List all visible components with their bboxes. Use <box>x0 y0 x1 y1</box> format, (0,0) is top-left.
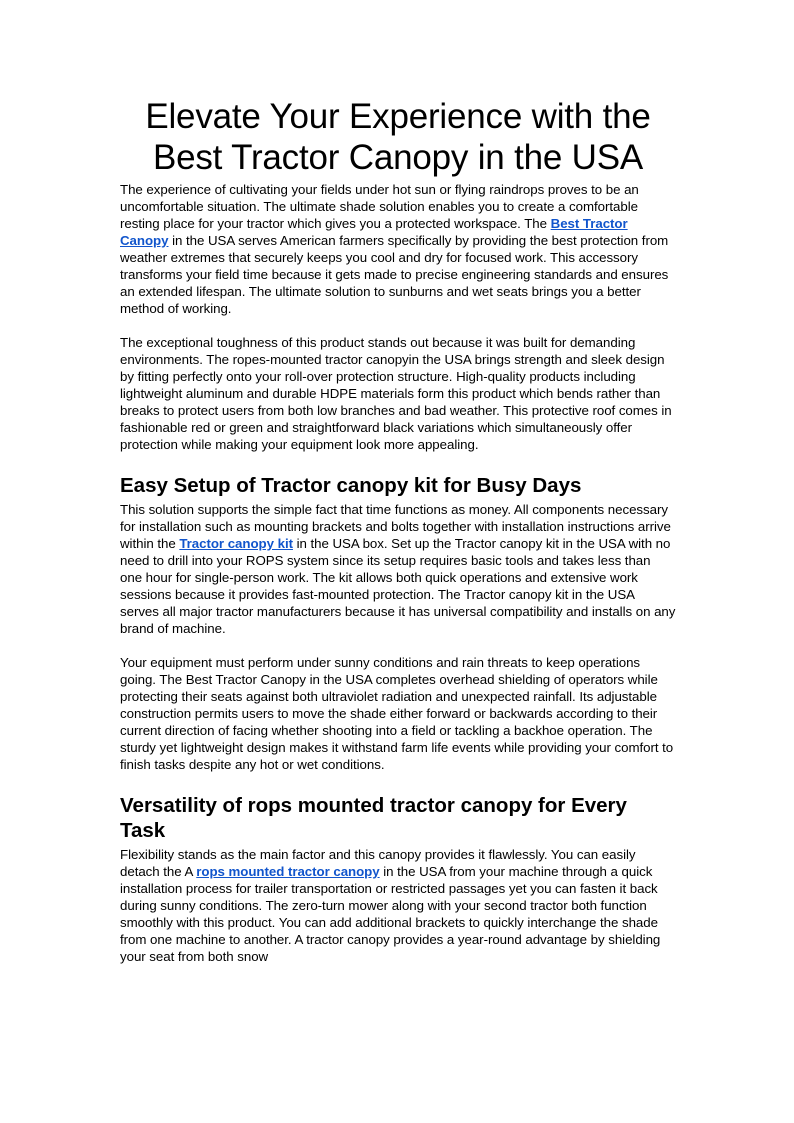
versatility-text-end: in the USA from your machine through a quick installation process for trailer transportation or restricted passages yet you can fasten it back during sunny conditions. The zero-turn mower along with your second tractor both function smoothly with this product. You can add additional brackets to quickly interchange the shade from one machine to another. A tractor canopy provides a year-round advantage by shielding your seat from both snow <box>120 864 661 964</box>
best-tractor-canopy-link[interactable]: Best Tractor Canopy <box>120 216 628 248</box>
section-heading-versatility: Versatility of rops mounted tractor canopy for Every Task <box>120 794 627 842</box>
setup-paragraph <box>120 501 676 637</box>
versatility-text-start: Flexibility stands as the main factor and this canopy provides it flawlessly. You can easily detach the A <box>120 847 636 879</box>
section-heading-easy-setup: Easy Setup of Tractor canopy kit for Busy Days <box>120 474 582 497</box>
document-page <box>120 96 676 965</box>
setup-text-end: in the USA box. Set up the Tractor canopy kit in the USA with no need to drill into your ROPS system since its setup requires basic tools and takes less than one hour for single-person work. The kit allows both quick operations and extensive work sessions because it provides fast-mounted protection. The Tractor canopy kit in the USA serves all major tractor manufacturers because it has universal compatibility and installs on any brand of machine. <box>120 536 676 636</box>
tractor-canopy-kit-link[interactable]: Tractor canopy kit <box>179 536 293 551</box>
page-title: Elevate Your Experience with the Best Tractor Canopy in the USA <box>145 97 651 177</box>
versatility-paragraph <box>120 846 676 965</box>
setup-text-start: This solution supports the simple fact that time functions as money. All components necessary for installation such as mounting brackets and bolts together with installation instructions arrive within the <box>120 502 671 551</box>
intro-text-end: in the USA serves American farmers specifically by providing the best protection from weather extremes that securely keeps you cool and dry for focused work. This accessory transforms your field time because it gets made to precise engineering standards and ensures an extended lifespan. The ultimate solution to sunburns and wet seats brings you a better method of working. <box>120 233 669 316</box>
toughness-paragraph: The exceptional toughness of this product stands out because it was built for demanding environments. The ropes-mounted tractor canopyin the USA brings strength and sleek design by fitting perfectly onto your roll-over protection structure. High-quality products including lightweight aluminum and durable HDPE materials form this product which bends rather than breaks to protect users from both low branches and bad weather. This protective roof comes in fashionable red or green and straightforward black variations which simultaneously offer protection while making your equipment look more appealing. <box>120 335 672 452</box>
equipment-paragraph: Your equipment must perform under sunny conditions and rain threats to keep operations going. The Best Tractor Canopy in the USA completes overhead shielding of operators while protecting their seats against both ultraviolet radiation and unexpected rainfall. Its adjustable construction permits users to move the shade either forward or backwards according to their current direction of facing whether shooting into a field or tackling a backhoe operation. The sturdy yet lightweight design makes it withstand farm life events while providing your comfort to finish tasks despite any hot or wet conditions. <box>120 655 674 772</box>
rops-mounted-tractor-canopy-link[interactable]: rops mounted tractor canopy <box>196 864 380 879</box>
intro-paragraph <box>120 181 676 317</box>
intro-text-start: The experience of cultivating your fields under hot sun or flying raindrops proves to be an uncomfortable situation. The ultimate shade solution enables you to create a comfortable resting place for your tractor which gives you a protected workspace. The <box>120 182 639 231</box>
